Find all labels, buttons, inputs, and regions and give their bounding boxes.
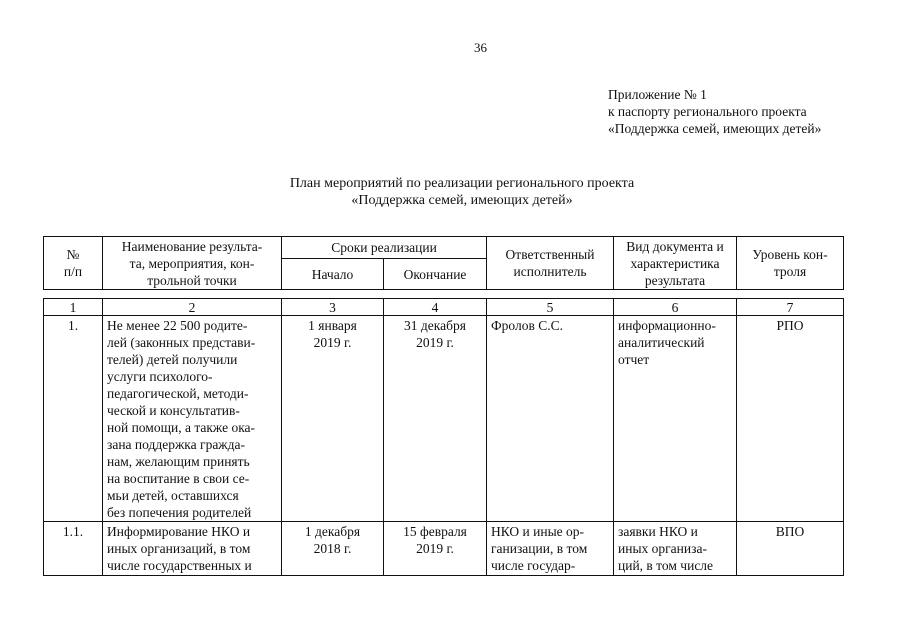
column-number-row bbox=[44, 299, 844, 316]
row-name: Информирование НКО и иных организаций, в том числе государственных и bbox=[103, 522, 282, 576]
page-number: 36 bbox=[474, 40, 487, 55]
column-number: 7 bbox=[737, 299, 844, 316]
header-responsible: Ответственный исполнитель bbox=[487, 237, 614, 290]
appendix-line-2: к паспорту регионального проекта bbox=[608, 104, 807, 119]
table-row bbox=[44, 316, 844, 522]
row-doc: заявки НКО и иных организа- ций, в том числе bbox=[614, 522, 737, 576]
row-end: 15 февраля 2019 г. bbox=[384, 522, 487, 576]
column-number: 4 bbox=[384, 299, 487, 316]
row-responsible: НКО и иные ор- ганизации, в том числе государ- bbox=[487, 522, 614, 576]
row-start: 1 декабря 2018 г. bbox=[282, 522, 384, 576]
column-number: 3 bbox=[282, 299, 384, 316]
header-end: Окончание bbox=[384, 259, 487, 290]
column-number: 2 bbox=[103, 299, 282, 316]
appendix-line-1: Приложение № 1 bbox=[608, 87, 707, 102]
row-end: 31 декабря 2019 г. bbox=[384, 316, 487, 522]
header-num: № п/п bbox=[44, 237, 103, 290]
column-number: 1 bbox=[44, 299, 103, 316]
row-num: 1.1. bbox=[44, 522, 103, 576]
header-name: Наименование результа- та, мероприятия, кон- трольной точки bbox=[103, 237, 282, 290]
header-doc: Вид документа и характеристика результата bbox=[614, 237, 737, 290]
plan-title-line-2: «Поддержка семей, имеющих детей» bbox=[351, 193, 573, 208]
header-start: Начало bbox=[282, 259, 384, 290]
header-level: Уровень кон- троля bbox=[737, 237, 844, 290]
appendix-line-3: «Поддержка семей, имеющих детей» bbox=[608, 121, 822, 136]
plan-title bbox=[200, 175, 724, 209]
row-doc: информационно- аналитический отчет bbox=[614, 316, 737, 522]
row-name: Не менее 22 500 родите- лей (законных представи- телей) детей получили услуги психолого- педагогической, методи- ческой и консультатив- ной помощи, а также ока- зана поддержка гражда- нам, желающим принять на воспитание в свои се- мьи детей, оставшихся без попечения родителей bbox=[103, 316, 282, 522]
header-terms: Сроки реализации bbox=[282, 237, 487, 259]
row-start: 1 января 2019 г. bbox=[282, 316, 384, 522]
table-row bbox=[44, 522, 844, 576]
row-level: ВПО bbox=[737, 522, 844, 576]
plan-title-line-1: План мероприятий по реализации регионального проекта bbox=[289, 176, 635, 191]
row-num: 1. bbox=[44, 316, 103, 522]
column-number: 6 bbox=[614, 299, 737, 316]
column-number: 5 bbox=[487, 299, 614, 316]
plan-table bbox=[43, 298, 844, 576]
row-responsible: Фролов С.С. bbox=[487, 316, 614, 522]
table-header bbox=[43, 236, 844, 290]
appendix-note bbox=[608, 86, 821, 137]
row-level: РПО bbox=[737, 316, 844, 522]
